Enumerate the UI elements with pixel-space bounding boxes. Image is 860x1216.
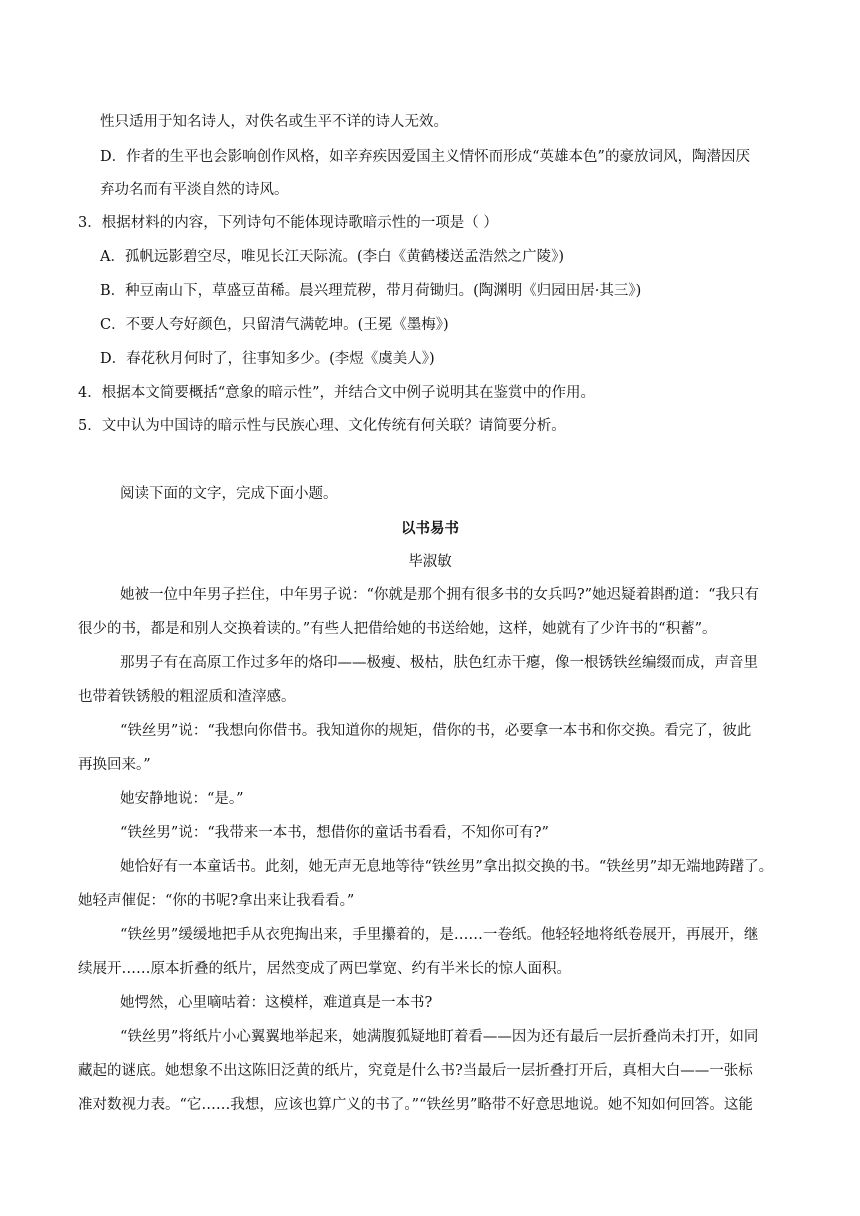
- story-paragraph-7-line2: 续展开……原本折叠的纸片，居然变成了两巴掌宽、约有半米长的惊人面积。: [78, 961, 571, 977]
- reading-instruction: 阅读下面的文字，完成下面小题。: [120, 486, 338, 502]
- story-paragraph-1-line1: 她被一位中年男子拦住，中年男子说：“你就是那个拥有很多书的女兵吗?”她迟疑着斟酌道：“我只有: [120, 587, 760, 603]
- q4-stem: 4．根据本文简要概括“意象的暗示性”，并结合文中例子说明其在鉴赏中的作用。: [78, 385, 596, 401]
- story-paragraph-3-line1: “铁丝男”说：“我想向你借书。我知道你的规矩，借你的书，必要拿一本书和你交换。看完了，彼此: [120, 723, 752, 739]
- story-paragraph-5: “铁丝男”说：“我带来一本书，想借你的童话书看看，不知你可有?”: [120, 825, 549, 841]
- story-paragraph-8: 她愕然，心里嘀咕着：这模样，难道真是一本书?: [120, 995, 433, 1011]
- story-paragraph-4: 她安静地说：“是。”: [120, 791, 244, 807]
- q3-stem: 3．根据材料的内容，下列诗句不能体现诗歌暗示性的一项是（ ）: [78, 215, 498, 231]
- story-paragraph-6-line2: 她轻声催促：“你的书呢?拿出来让我看看。”: [78, 893, 355, 909]
- q5-stem: 5．文中认为中国诗的暗示性与民族心理、文化传统有何关联？请简要分析。: [78, 418, 566, 434]
- q2-option-d-line1: D．作者的生平也会影响创作风格，如辛弃疾因爱国主义情怀而形成“英雄本色”的豪放词风，陶潜因厌: [100, 149, 750, 165]
- story-paragraph-6-line1: 她恰好有一本童话书。此刻，她无声无息地等待“铁丝男”拿出拟交换的书。“铁丝男”却无端地踌躇了。: [120, 859, 774, 875]
- q3-option-a: A．孤帆远影碧空尽，唯见长江天际流。(李白《黄鹤楼送孟浩然之广陵》): [100, 249, 565, 265]
- story-paragraph-9-line1: “铁丝男”将纸片小心翼翼地举起来，她满腹狐疑地盯着看——因为还有最后一层折叠尚未打开，如同: [120, 1029, 759, 1045]
- q2-option-d-line2: 弃功名而有平淡自然的诗风。: [100, 182, 289, 198]
- story-title: 以书易书: [401, 520, 459, 537]
- story-paragraph-1-line2: 很少的书，都是和别人交换着读的。”有些人把借给她的书送给她，这样，她就有了少许书的“积蓄”。: [78, 621, 717, 637]
- q3-option-c: C．不要人夸好颜色，只留清气满乾坤。(王冕《墨梅》): [100, 317, 449, 333]
- story-paragraph-3-line2: 再换回来。”: [78, 757, 151, 773]
- story-author: 毕淑敏: [408, 554, 452, 570]
- story-paragraph-2-line1: 那男子有在高原工作过多年的烙印——极瘦、极枯，肤色红赤干瘪，像一根锈铁丝编缀而成，声音里: [120, 655, 758, 671]
- q3-option-d: D．春花秋月何时了，往事知多少。(李煜《虞美人》): [100, 351, 435, 367]
- q3-option-b: B．种豆南山下，草盛豆苗稀。晨兴理荒秽，带月荷锄归。(陶渊明《归园田居·其三》): [100, 283, 642, 299]
- q2-option-c-continuation: 性只适用于知名诗人，对佚名或生平不详的诗人无效。: [100, 114, 448, 130]
- story-paragraph-7-line1: “铁丝男”缓缓地把手从衣兜掏出来，手里攥着的，是……一卷纸。他轻轻地将纸卷展开，再展开，继: [120, 927, 759, 943]
- story-paragraph-9-line3: 准对数视力表。“它……我想，应该也算广义的书了。”“铁丝男”略带不好意思地说。她不知如何回答。这能: [78, 1097, 753, 1113]
- story-paragraph-9-line2: 藏起的谜底。她想象不出这陈旧泛黄的纸片，究竟是什么书?当最后一层折叠打开后，真相大白——一张标: [78, 1063, 753, 1079]
- story-paragraph-2-line2: 也带着铁锈般的粗涩质和渣滓感。: [78, 689, 296, 705]
